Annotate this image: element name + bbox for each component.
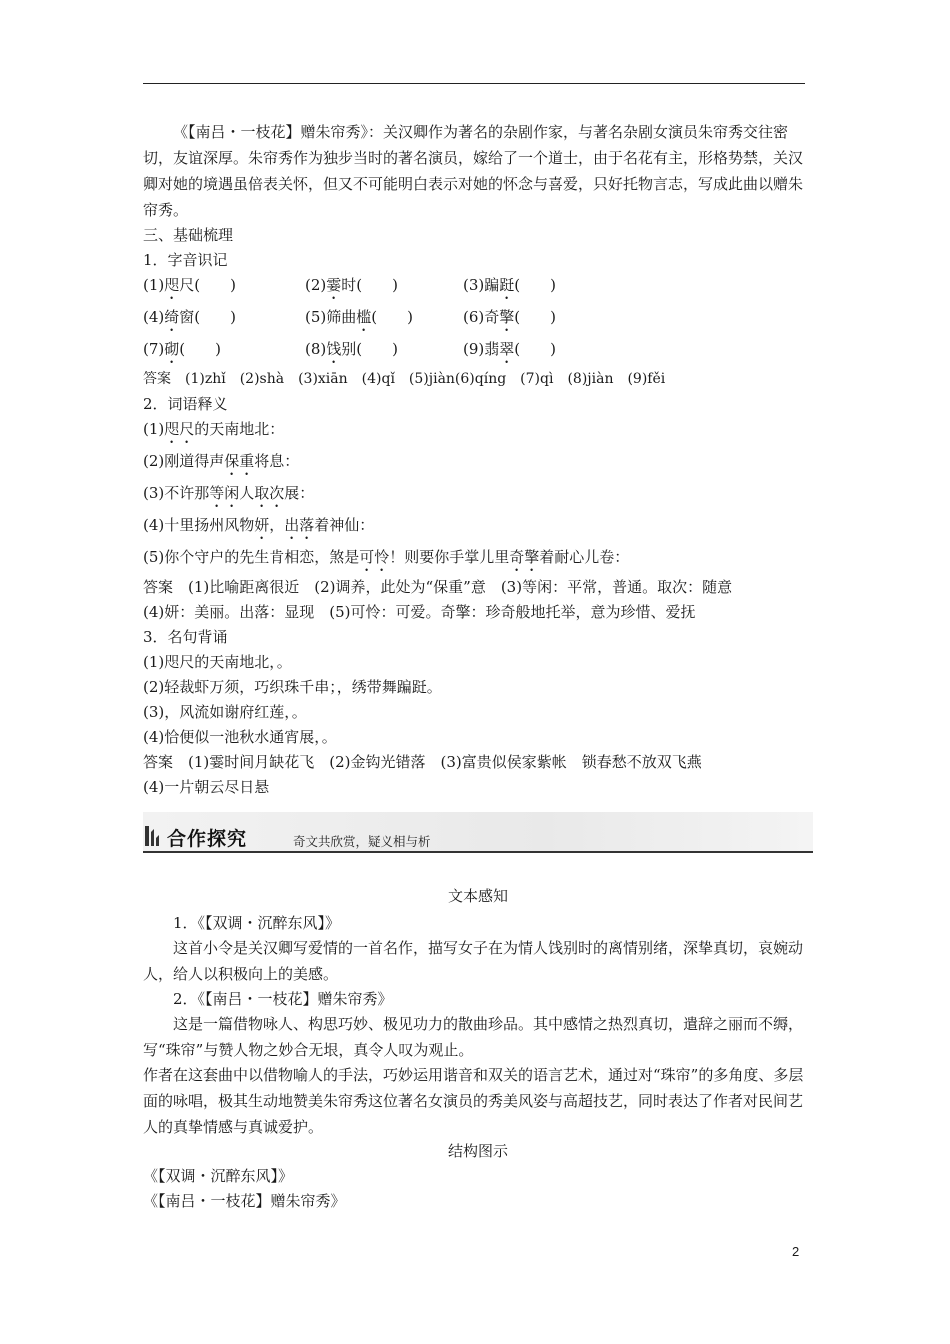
vocab-item-3: (3)不许那等闲人取次展： xyxy=(143,484,315,502)
intro-paragraph: 《【南吕・一枝花】赠朱帘秀》：关汉卿作为著名的杂剧作家，与著名杂剧女演员朱帘秀交往密切，友谊深厚。朱帘秀作为独步当时的著名演员，嫁给了一个道士，由于名花有主，形格势禁，关汉卿对她的境遇虽倍表关怀，但又不可能明白表示对她的怀念与喜爱，只好托物言志，写成此曲以赠朱帘秀。 xyxy=(143,123,804,219)
pron-item-3: (3)蹁跹( ) xyxy=(463,276,556,294)
item2-title: 2．《【南吕・一枝花】赠朱帘秀》 xyxy=(173,990,393,1008)
banner-rule xyxy=(143,851,813,853)
item2-text: 这是一篇借物咏人、构思巧妙、极见功力的散曲珍品。其中感情之热烈真切，遣辞之丽而不缛，写“珠帘”与赞人物之妙合无垠，真令人叹为观止。 xyxy=(143,1015,804,1059)
vocabulary-answer-2: (4)妍：美丽。出落：显现 (5)可怜：可爱。奇擎：珍奇般地托举，意为珍惜、爱抚 xyxy=(143,603,696,621)
item1-title: 1．《【双调・沉醉东风】》 xyxy=(173,914,341,932)
structure-line-1: 《【双调・沉醉东风】》 xyxy=(143,1167,294,1185)
pron-item-5: (5)筛曲槛( ) xyxy=(305,308,413,326)
vocab-item-5: (5)你个守户的先生肯相恋，煞是可怜！则要你手掌儿里奇擎着耐心儿卷： xyxy=(143,548,630,566)
vocab-item-4: (4)十里扬州风物妍，出落着神仙： xyxy=(143,516,375,534)
stripes-icon xyxy=(145,826,161,846)
recitation-item-1: (1)咫尺的天南地北，。 xyxy=(143,653,292,671)
structure-line-2: 《【南吕・一枝花】赠朱帘秀》 xyxy=(143,1192,346,1210)
text-perception-heading: 文本感知 xyxy=(447,887,508,905)
recitation-answer-1: 答案 (1)霎时间月缺花飞 (2)金钩光错落 (3)富贵似侯家紫帐 锁春愁不放双飞燕 xyxy=(143,753,702,771)
recitation-heading: 3．名句背诵 xyxy=(143,628,228,646)
item1-text: 这首小令是关汉卿写爱情的一首名作，描写女子在为情人饯别时的离情别绪，深挚真切，哀婉动人，给人以积极向上的美感。 xyxy=(143,939,804,983)
vocab-item-1: (1)咫尺的天南地北： xyxy=(143,420,285,438)
pron-item-6: (6)奇擎( ) xyxy=(463,308,556,326)
pronunciation-answer: 答案 (1)zhǐ (2)shà (3)xiān (4)qǐ (5)jiàn(6)qíng (7)qì (8)jiàn (9)fěi xyxy=(143,371,666,387)
banner-subtitle: 奇文共欣赏，疑义相与析 xyxy=(293,834,431,849)
pron-item-2: (2)霎时( ) xyxy=(305,276,398,294)
recitation-item-3: (3)，风流如谢府红莲，。 xyxy=(143,703,307,721)
header-rule xyxy=(143,83,805,84)
pron-item-8: (8)饯别( ) xyxy=(305,340,398,358)
pron-item-1: (1)咫尺( ) xyxy=(143,276,236,294)
banner-title: 合作探究 xyxy=(167,828,248,850)
vocabulary-answer-1: 答案 (1)比喻距离很近 (2)调养，此处为“保重”意 (3)等闲：平常，普通。取次：随意 xyxy=(143,578,733,596)
structure-heading: 结构图示 xyxy=(447,1142,508,1160)
pron-item-7: (7)砌( ) xyxy=(143,340,221,358)
vocab-item-2: (2)刚道得声保重将息： xyxy=(143,452,300,470)
recitation-answer-2: (4)一片朝云尽日悬 xyxy=(143,778,270,796)
page-number: 2 xyxy=(792,1244,800,1259)
section-banner xyxy=(143,812,813,854)
vocabulary-heading: 2．词语释义 xyxy=(143,395,228,413)
recitation-item-4: (4)恰便似一池秋水通宵展，。 xyxy=(143,728,337,746)
pron-item-9: (9)翡翠( ) xyxy=(463,340,556,358)
pronunciation-heading: 1．字音识记 xyxy=(143,251,228,269)
section-heading: 三、基础梳理 xyxy=(143,226,234,244)
item2-text2: 作者在这套曲中以借物喻人的手法，巧妙运用谐音和双关的语言艺术，通过对“珠帘”的多角度、多层面的咏唱，极其生动地赞美朱帘秀这位著名女演员的秀美风姿与高超技艺，同时表达了作者对民间艺人的真挚情感与真诚爱护。 xyxy=(143,1066,804,1136)
recitation-item-2: (2)轻裁虾万须，巧织珠千串；，绣带舞蹁跹。 xyxy=(143,678,442,696)
pron-item-4: (4)绮窗( ) xyxy=(143,308,236,326)
